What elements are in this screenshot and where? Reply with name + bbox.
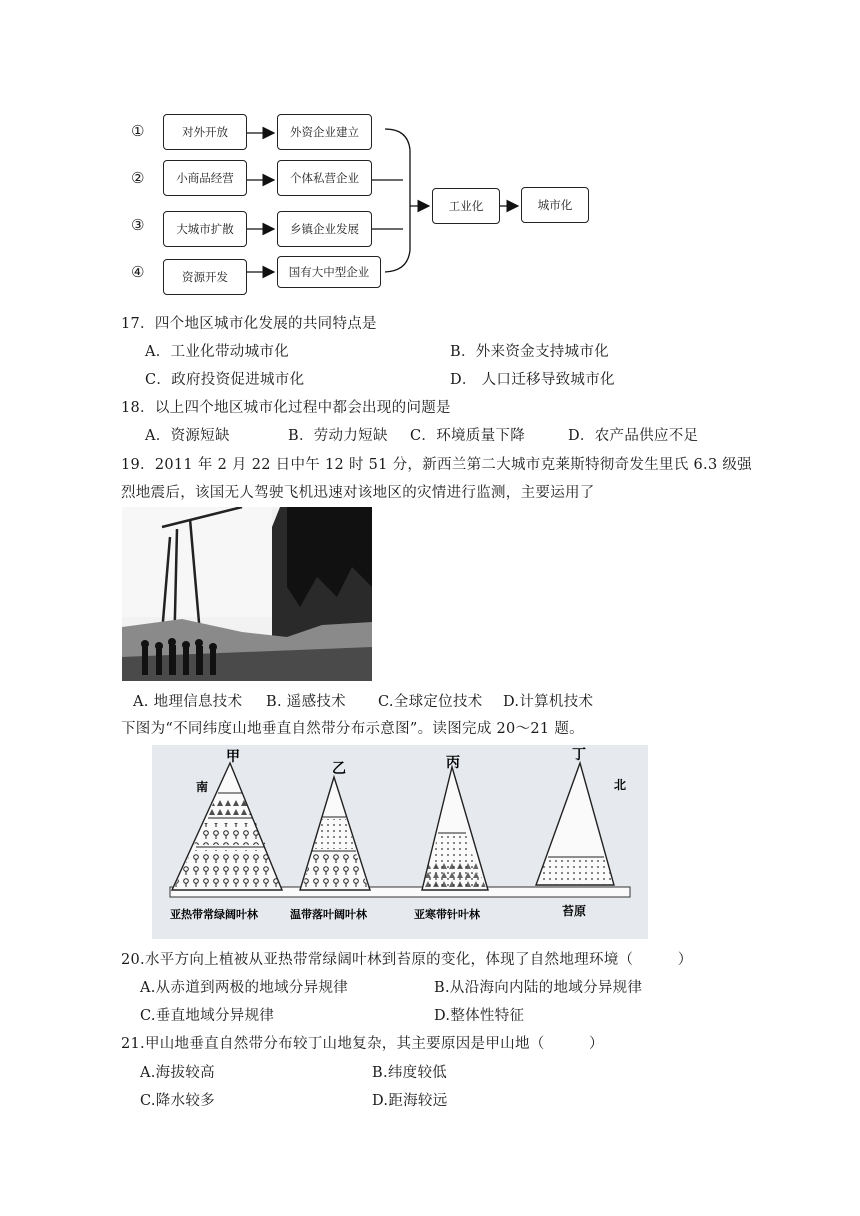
box-private-enterprise: 个体私营企业 bbox=[277, 160, 372, 196]
peak-label-jia: 甲 bbox=[226, 749, 240, 765]
q18-option-d: D．农产品供应不足 bbox=[568, 428, 699, 444]
q21-option-a: A.海拔较高 bbox=[140, 1065, 215, 1081]
box-small-commodity: 小商品经营 bbox=[163, 160, 247, 196]
q18-option-b: B．劳动力短缺 bbox=[288, 428, 388, 444]
earthquake-photo bbox=[122, 507, 372, 681]
box-township-enterprise: 乡镇企业发展 bbox=[277, 211, 372, 247]
base-label-subtropical: 亚热带常绿阔叶林 bbox=[170, 908, 258, 921]
q18-option-a: A．资源短缺 bbox=[145, 428, 230, 444]
q19-stem-line2: 烈地震后，该国无人驾驶飞机迅速对该地区的灾情进行监测，主要运用了 bbox=[121, 485, 595, 501]
peak-label-yi: 乙 bbox=[332, 761, 346, 777]
q21-option-c: C.降水较多 bbox=[140, 1093, 215, 1109]
row-number-2: ② bbox=[131, 169, 145, 187]
q18-option-c: C．环境质量下降 bbox=[410, 428, 525, 444]
q19-stem-line1: 19．2011 年 2 月 22 日中午 12 时 51 分，新西兰第二大城市克莱斯特彻奇发生里氏 6.3 级强 bbox=[121, 457, 752, 473]
q20-option-a: A.从赤道到两极的地域分异规律 bbox=[140, 980, 349, 996]
box-foreign-enterprise: 外资企业建立 bbox=[277, 114, 372, 150]
peak-label-ding: 丁 bbox=[572, 747, 586, 763]
q17-option-c: C．政府投资促进城市化 bbox=[145, 372, 305, 388]
q17-stem: 17．四个地区城市化发展的共同特点是 bbox=[121, 316, 377, 332]
q17-option-d: D． 人口迁移导致城市化 bbox=[450, 372, 615, 388]
mountain-zonation-figure bbox=[152, 745, 648, 939]
box-urbanization: 城市化 bbox=[521, 187, 589, 223]
box-industrialization: 工业化 bbox=[432, 188, 500, 224]
row-number-4: ④ bbox=[131, 263, 145, 281]
q19-option-d: D.计算机技术 bbox=[503, 694, 594, 710]
q17-option-b: B．外来资金支持城市化 bbox=[450, 344, 609, 360]
base-label-subarctic: 亚寒带针叶林 bbox=[414, 908, 480, 921]
q18-stem: 18．以上四个地区城市化过程中都会出现的问题是 bbox=[121, 400, 451, 416]
flowchart-connectors bbox=[0, 0, 860, 310]
label-south: 南 bbox=[196, 780, 209, 794]
q21-option-d: D.距海较远 bbox=[372, 1093, 448, 1109]
brace-bracket bbox=[385, 129, 410, 272]
intro-questions-20-21: 下图为“不同纬度山地垂直自然带分布示意图”。读图完成 20～21 题。 bbox=[121, 721, 584, 737]
base-label-temperate: 温带落叶阔叶林 bbox=[290, 908, 367, 921]
q20-option-c: C.垂直地域分异规律 bbox=[140, 1008, 275, 1024]
box-city-diffusion: 大城市扩散 bbox=[163, 211, 247, 247]
q20-option-b: B.从沿海向内陆的地域分异规律 bbox=[434, 980, 643, 996]
box-open-up: 对外开放 bbox=[163, 114, 247, 150]
row-number-3: ③ bbox=[131, 216, 145, 234]
peak-label-bing: 丙 bbox=[446, 755, 460, 771]
q20-option-d: D.整体性特征 bbox=[434, 1008, 525, 1024]
q17-option-a: A．工业化带动城市化 bbox=[145, 344, 289, 360]
box-state-enterprise: 国有大中型企业 bbox=[277, 256, 381, 288]
q19-option-a: A. 地理信息技术 bbox=[133, 694, 243, 710]
base-label-tundra: 苔原 bbox=[562, 904, 587, 918]
q19-option-c: C.全球定位技术 bbox=[378, 694, 483, 710]
q20-stem: 20.水平方向上植被从亚热带常绿阔叶林到苔原的变化，体现了自然地理环境（ ） bbox=[121, 952, 693, 968]
label-north: 北 bbox=[614, 778, 627, 792]
box-resource-development: 资源开发 bbox=[163, 259, 247, 295]
row-number-1: ① bbox=[131, 122, 145, 140]
q21-stem: 21.甲山地垂直自然带分布较丁山地复杂，其主要原因是甲山地（ ） bbox=[121, 1036, 604, 1052]
q21-option-b: B.纬度较低 bbox=[372, 1065, 448, 1081]
q19-option-b: B. 遥感技术 bbox=[266, 694, 346, 710]
